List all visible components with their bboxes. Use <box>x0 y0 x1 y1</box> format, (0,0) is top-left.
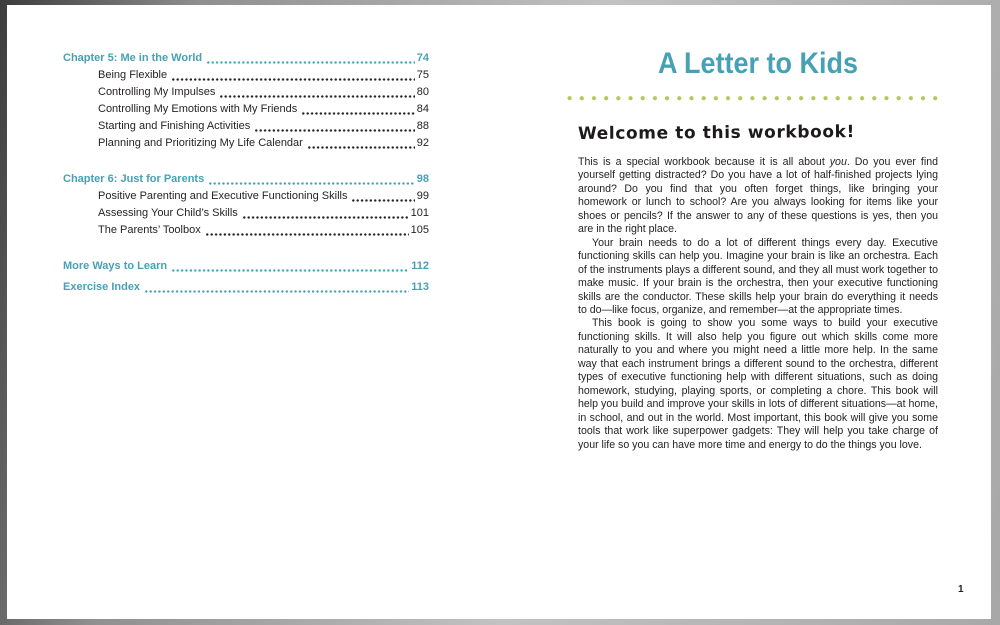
letter-paragraph <box>578 237 938 318</box>
toc-entry-label: Planning and Prioritizing My Life Calendar <box>98 137 303 149</box>
toc-entry-page: 112 <box>411 260 429 272</box>
toc-entry-label: Chapter 6: Just for Parents <box>63 173 205 185</box>
toc-entry-page: 80 <box>416 86 429 98</box>
table-of-contents <box>63 50 429 296</box>
italic-text: you <box>829 156 847 168</box>
paragraph-text: This is a special workbook because it is all about <box>578 156 830 168</box>
dotted-divider <box>567 95 939 102</box>
toc-entry <box>63 135 429 152</box>
toc-entry-page: 88 <box>416 120 429 132</box>
toc-entry-label: Controlling My Emotions with My Friends <box>98 103 298 115</box>
book-spread <box>7 5 991 619</box>
toc-entry-label: Starting and Finishing Activities <box>98 120 251 132</box>
toc-entry-label: More Ways to Learn <box>63 260 168 272</box>
toc-entry <box>63 67 429 84</box>
toc-entry-page: 98 <box>416 173 429 185</box>
toc-entry <box>63 279 429 296</box>
letter-paragraph <box>578 317 938 452</box>
dot-leader <box>243 216 409 219</box>
dot-leader <box>172 269 409 272</box>
toc-entry-label: Positive Parenting and Executive Functioning Skills <box>98 190 348 202</box>
toc-entry-page: 75 <box>416 69 429 81</box>
toc-entry-page: 92 <box>416 137 429 149</box>
dot-leader <box>255 129 415 132</box>
toc-entry-page: 105 <box>410 224 429 236</box>
toc-entry-label: Controlling My Impulses <box>98 86 216 98</box>
toc-entry-label: Assessing Your Child’s Skills <box>98 207 238 219</box>
toc-entry <box>63 50 429 67</box>
dot-leader <box>172 78 415 81</box>
toc-entry-label: Being Flexible <box>98 69 168 81</box>
dot-leader <box>302 112 414 115</box>
toc-entry <box>63 188 429 205</box>
dot-leader <box>207 61 415 64</box>
dot-leader <box>145 290 409 293</box>
letter-paragraph <box>578 156 938 237</box>
dot-leader <box>220 95 414 98</box>
toc-entry <box>63 118 429 135</box>
toc-entry <box>63 84 429 101</box>
toc-entry-page: 74 <box>416 52 429 64</box>
toc-entry-label: Exercise Index <box>63 281 141 293</box>
dot-leader <box>206 233 409 236</box>
paragraph-text: . Do you ever find yourself getting distracted? Do you have a lot of half-finished projects lying around? Do you find that you often forget things, like bringing your homework or lunch to school? Are you always looking for items like your shoes or pencils? If the answer to any of these questions is yes, then you are in the right place. <box>578 156 939 236</box>
dot-leader <box>352 199 414 202</box>
toc-entry-page: 101 <box>410 207 429 219</box>
toc-entry-page: 99 <box>416 190 429 202</box>
toc-entry <box>63 258 429 275</box>
page-title: A Letter to Kids <box>657 47 858 80</box>
toc-entry-label: The Parents’ Toolbox <box>98 224 201 236</box>
toc-entry <box>63 101 429 118</box>
paragraph-text: Your brain needs to do a lot of different things every day. Executive functioning skills can help you. Imagine your brain is like an orchestra. Each of the instruments plays a different sound, and they all must work together to make music. If your brain is the orchestra, then your executive functioning skills are the conductor. These skills help your brain do everything it needs to do—like focus, organize, and remember—at the appropriate times. <box>578 236 938 316</box>
toc-entry <box>63 171 429 188</box>
section-heading: Welcome to this workbook! <box>577 122 855 144</box>
paragraph-text: This book is going to show you some ways to build your executive functioning skills. It will also help you figure out which skills come more naturally to you and where you might need a little more help. In the same way that each instrument brings a different sound to the orchestra, different types of executive functioning help with different situations, such as doing homework, studying, playing sports, or completing a chore. This book will help you build and improve your skills in lots of different situations—at home, in school, and out in the world. Most important, this book will give you some tools that work like superpower gadgets: They will help you take charge of your life so you can have more time and energy to do the things you love. <box>578 317 938 451</box>
dot-leader <box>209 182 415 185</box>
toc-entry <box>63 205 429 222</box>
toc-entry-label: Chapter 5: Me in the World <box>63 52 203 64</box>
page-number: 1 <box>958 584 964 595</box>
letter-body <box>578 156 938 452</box>
dot-leader <box>308 146 415 149</box>
toc-entry <box>63 222 429 239</box>
letter-page <box>578 5 938 619</box>
toc-entry-page: 84 <box>416 103 429 115</box>
toc-entry-page: 113 <box>411 281 429 293</box>
